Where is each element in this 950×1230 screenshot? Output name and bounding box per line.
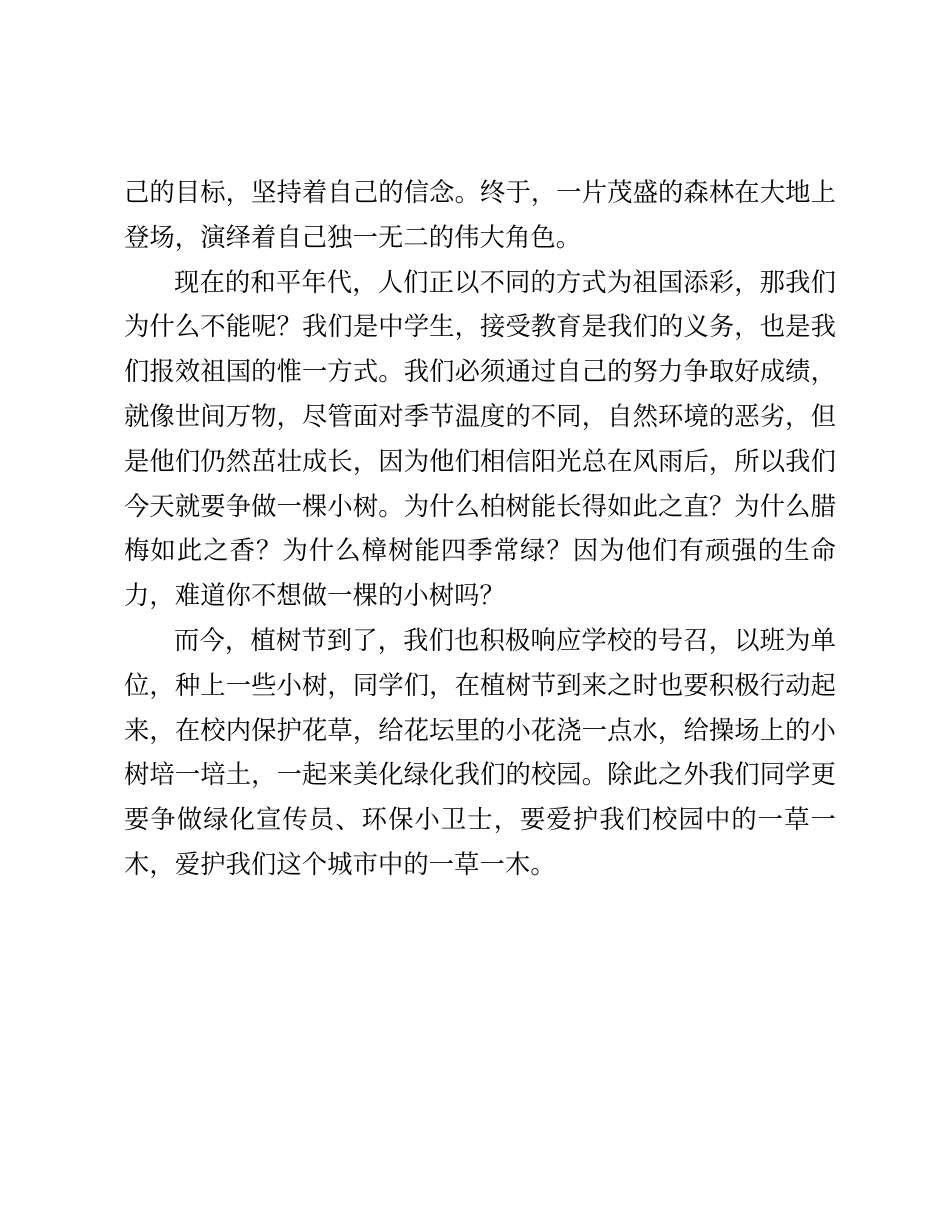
text-line: 梅如此之香？为什么樟树能四季常绿？因为他们有顽强的生命	[124, 536, 836, 566]
text-line: 是他们仍然茁壮成长，因为他们相信阳光总在风雨后，所以我们	[124, 446, 836, 476]
text-line: 现在的和平年代，人们正以不同的方式为祖国添彩，那我们	[174, 267, 836, 297]
text-line: 今天就要争做一棵小树。为什么柏树能长得如此之直？为什么腊	[124, 491, 836, 521]
text-line: 要争做绿化宣传员、环保小卫士，要爱护我们校园中的一草一	[124, 805, 836, 835]
document-body	[124, 171, 836, 888]
text-line: 己的目标，坚持着自己的信念。终于，一片茂盛的森林在大地上	[124, 178, 836, 207]
text-line: 们报效祖国的惟一方式。我们必须通过自己的努力争取好成绩，	[124, 357, 836, 387]
text-line: 来，在校内保护花草，给花坛里的小花浇一点水，给操场上的小	[124, 715, 836, 745]
text-line: 登场，演绎着自己独一无二的伟大角色。	[124, 222, 582, 252]
text-line: 树培一培土，一起来美化绿化我们的校园。除此之外我们同学更	[124, 760, 836, 790]
text-line: 位，种上一些小树，同学们，在植树节到来之时也要积极行动起	[124, 670, 836, 700]
text-line: 就像世间万物，尽管面对季节温度的不同，自然环境的恶劣，但	[124, 401, 836, 431]
text-line: 而今，植树节到了，我们也积极响应学校的号召，以班为单	[174, 625, 836, 655]
text-line: 为什么不能呢？我们是中学生，接受教育是我们的义务，也是我	[124, 312, 836, 342]
text-line: 木，爱护我们这个城市中的一草一木。	[124, 849, 556, 879]
text-line: 力，难道你不想做一棵的小树吗？	[124, 581, 505, 611]
